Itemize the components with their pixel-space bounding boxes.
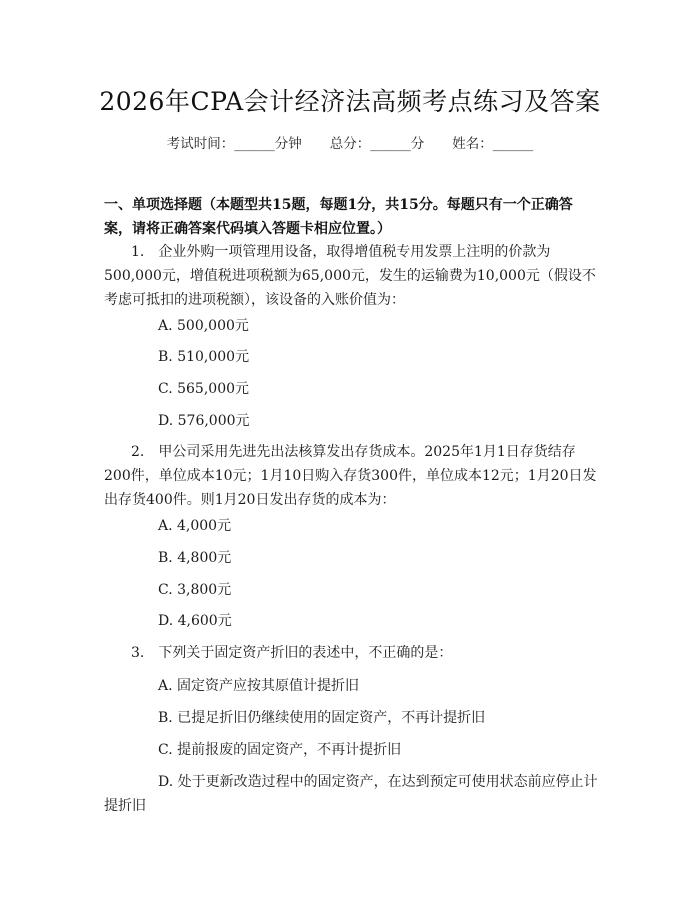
question-2-option-a: A. 4,000元 xyxy=(158,518,232,534)
name-field: 姓名：______ xyxy=(452,136,534,152)
exam-meta xyxy=(0,132,700,152)
section-heading: 一、单项选择题（本题型共15题，每题1分，共15分。每题只有一个正确答案，请将正确答案代码填入答题卡相应位置。） xyxy=(104,197,573,237)
question-1-stem: 1. 企业外购一项管理用设备，取得增值税专用发票上注明的价款为500,000元，增值税进项税额为65,000元，发生的运输费为10,000元（假设不考虑可抵扣的进项税额），该设备的入账价值为： xyxy=(104,244,596,308)
question-2-stem: 2. 甲公司采用先进先出法核算发出存货成本。2025年1月1日存货结存200件，单位成本10元；1月10日购入存货300件，单位成本12元；1月20日发出存货400件。则1月20日发出存货的成本为： xyxy=(104,444,597,508)
question-3-stem: 3. 下列关于固定资产折旧的表述中，不正确的是： xyxy=(131,645,453,661)
question-1-option-c: C. 565,000元 xyxy=(158,381,250,397)
question-3-option-d: D. 处于更新改造过程中的固定资产，在达到预定可使用状态前应停止计提折旧 xyxy=(104,774,598,814)
question-3-option-a: A. 固定资产应按其原值计提折旧 xyxy=(158,678,360,694)
question-3-option-c: C. 提前报废的固定资产，不再计提折旧 xyxy=(158,742,402,758)
question-2-option-c: C. 3,800元 xyxy=(158,582,232,598)
question-1-option-b: B. 510,000元 xyxy=(158,349,250,365)
question-2-option-b: B. 4,800元 xyxy=(158,550,232,566)
question-2-option-d: D. 4,600元 xyxy=(158,613,232,629)
exam-time-field: 考试时间：______分钟 xyxy=(166,136,302,152)
question-1-option-d: D. 576,000元 xyxy=(158,413,250,429)
question-3-option-b: B. 已提足折旧仍继续使用的固定资产，不再计提折旧 xyxy=(158,710,486,726)
question-1-option-a: A. 500,000元 xyxy=(158,318,249,334)
total-score-field: 总分：______分 xyxy=(329,136,425,152)
page-title: 2026年CPA会计经济法高频考点练习及答案 xyxy=(99,87,601,116)
